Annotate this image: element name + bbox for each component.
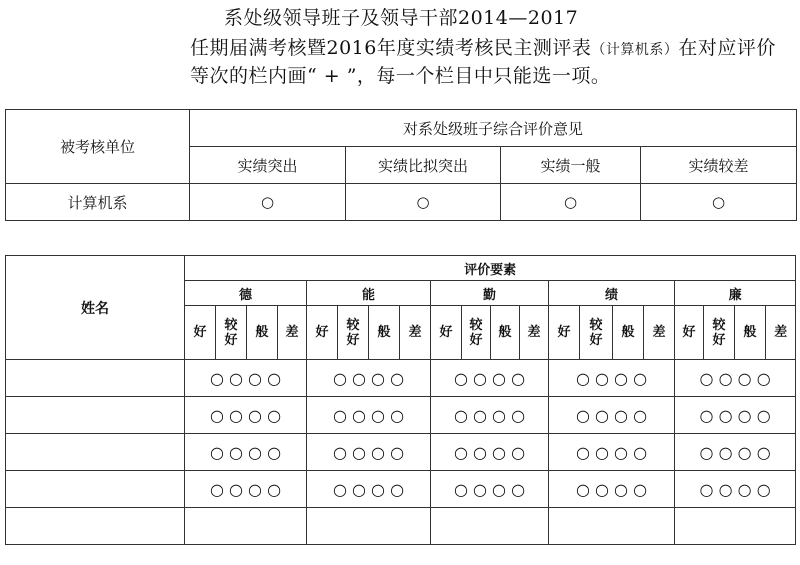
grade-header-de-poor: 差 xyxy=(278,306,307,360)
grade-header-ji-fairly-good: 较 好 xyxy=(580,306,613,360)
grade-header-ji-poor: 差 xyxy=(644,306,675,360)
grade-header-de-fairly-good: 较 好 xyxy=(216,306,247,360)
marks-neng[interactable]: ○ ○ ○ ○ xyxy=(332,442,405,462)
grade-header-neng-good: 好 xyxy=(307,306,338,360)
form-title-main: 任期届满考核暨2016年度实绩考核民主测评表 xyxy=(190,37,592,59)
name-header: 姓名 xyxy=(6,256,185,360)
mark-group-cell[interactable] xyxy=(549,508,675,545)
unit-header: 被考核单位 xyxy=(6,110,190,184)
marks-ji[interactable]: ○ ○ ○ ○ xyxy=(575,368,648,388)
element-header-lian: 廉 xyxy=(675,281,796,306)
grade-header-lian-poor: 差 xyxy=(766,306,796,360)
marks-qin[interactable]: ○ ○ ○ ○ xyxy=(453,479,526,499)
grade-header-poor: 实绩较差 xyxy=(641,147,797,184)
mark-group-cell[interactable] xyxy=(675,397,796,434)
mark-cell-average[interactable]: ○ xyxy=(501,184,641,221)
mark-group-cell[interactable] xyxy=(185,471,307,508)
marks-lian[interactable]: ○ ○ ○ ○ xyxy=(699,368,771,388)
mark-group-cell[interactable] xyxy=(431,360,549,397)
mark-cell-fairly-outstanding[interactable]: ○ xyxy=(346,184,501,221)
mark-group-cell[interactable] xyxy=(675,471,796,508)
unit-name-cell: 计算机系 xyxy=(6,184,190,221)
marks-ji[interactable]: ○ ○ ○ ○ xyxy=(575,405,648,425)
marks-qin[interactable]: ○ ○ ○ ○ xyxy=(453,442,526,462)
mark-group-cell[interactable] xyxy=(549,434,675,471)
mark-group-cell[interactable] xyxy=(307,434,431,471)
mark-group-cell[interactable] xyxy=(431,397,549,434)
opinion-header: 对系处级班子综合评价意见 xyxy=(190,110,797,147)
grade-header-ji-good: 好 xyxy=(549,306,580,360)
mark-group-cell[interactable] xyxy=(185,434,307,471)
marks-neng[interactable]: ○ ○ ○ ○ xyxy=(332,479,405,499)
mark-cell-outstanding[interactable]: ○ xyxy=(190,184,346,221)
unit-evaluation-table xyxy=(5,109,797,221)
grade-header-lian-fairly-good: 较 好 xyxy=(704,306,735,360)
grade-header-lian-average: 般 xyxy=(735,306,766,360)
marks-de[interactable]: ○ ○ ○ ○ xyxy=(209,479,282,499)
grade-header-de-average: 般 xyxy=(247,306,278,360)
form-title-tail: 在对应评价 xyxy=(678,37,776,59)
marks-neng[interactable]: ○ ○ ○ ○ xyxy=(332,405,405,425)
marks-de[interactable]: ○ ○ ○ ○ xyxy=(209,405,282,425)
grade-header-ji-average: 般 xyxy=(613,306,644,360)
grade-header-lian-good: 好 xyxy=(675,306,704,360)
mark-group-cell[interactable] xyxy=(185,397,307,434)
form-title-dept: （计算机系） xyxy=(591,42,679,58)
mark-group-cell[interactable] xyxy=(431,434,549,471)
marks-qin[interactable]: ○ ○ ○ ○ xyxy=(453,368,526,388)
marks-lian[interactable]: ○ ○ ○ ○ xyxy=(699,479,771,499)
mark-cell-poor[interactable]: ○ xyxy=(641,184,797,221)
element-header-de: 德 xyxy=(185,281,307,306)
marks-ji[interactable]: ○ ○ ○ ○ xyxy=(575,442,648,462)
person-row xyxy=(6,471,796,508)
grade-header-qin-poor: 差 xyxy=(520,306,549,360)
element-header-ji: 绩 xyxy=(549,281,675,306)
mark-group-cell[interactable] xyxy=(431,471,549,508)
mark-group-cell[interactable] xyxy=(431,508,549,545)
person-name-cell[interactable] xyxy=(6,434,185,471)
mark-group-cell[interactable] xyxy=(307,360,431,397)
person-name-cell[interactable] xyxy=(6,397,185,434)
form-instructions: 等次的栏内画“ + ”，每一个栏目中只能选一项。 xyxy=(190,65,611,87)
element-header-neng: 能 xyxy=(307,281,431,306)
form-title-line2 xyxy=(190,36,776,62)
person-row xyxy=(6,397,796,434)
person-name-cell[interactable] xyxy=(6,508,185,545)
marks-neng[interactable]: ○ ○ ○ ○ xyxy=(332,368,405,388)
mark-group-cell[interactable] xyxy=(675,508,796,545)
person-evaluation-table xyxy=(5,255,796,545)
marks-qin[interactable]: ○ ○ ○ ○ xyxy=(453,405,526,425)
mark-group-cell[interactable] xyxy=(185,360,307,397)
element-header-qin: 勤 xyxy=(431,281,549,306)
grade-header-de-good: 好 xyxy=(185,306,216,360)
form-title-line1: 系处级领导班子及领导干部2014—2017 xyxy=(224,7,579,29)
mark-group-cell[interactable] xyxy=(307,471,431,508)
person-name-cell[interactable] xyxy=(6,360,185,397)
grade-header-fairly-outstanding: 实绩比拟突出 xyxy=(346,147,501,184)
grade-header-neng-average: 般 xyxy=(369,306,400,360)
mark-group-cell[interactable] xyxy=(549,471,675,508)
marks-de[interactable]: ○ ○ ○ ○ xyxy=(209,442,282,462)
elements-header: 评价要素 xyxy=(185,256,796,281)
mark-group-cell[interactable] xyxy=(307,508,431,545)
person-name-cell[interactable] xyxy=(6,471,185,508)
mark-group-cell[interactable] xyxy=(307,397,431,434)
mark-group-cell[interactable] xyxy=(549,360,675,397)
grade-header-average: 实绩一般 xyxy=(501,147,641,184)
grade-header-outstanding: 实绩突出 xyxy=(190,147,346,184)
grade-header-qin-good: 好 xyxy=(431,306,462,360)
marks-de[interactable]: ○ ○ ○ ○ xyxy=(209,368,282,388)
mark-group-cell[interactable] xyxy=(675,434,796,471)
person-row xyxy=(6,360,796,397)
mark-group-cell[interactable] xyxy=(675,360,796,397)
marks-ji[interactable]: ○ ○ ○ ○ xyxy=(575,479,648,499)
person-row xyxy=(6,434,796,471)
person-row xyxy=(6,508,796,545)
mark-group-cell[interactable] xyxy=(549,397,675,434)
marks-lian[interactable]: ○ ○ ○ ○ xyxy=(699,405,771,425)
grade-header-neng-fairly-good: 较 好 xyxy=(338,306,369,360)
mark-group-cell[interactable] xyxy=(185,508,307,545)
marks-lian[interactable]: ○ ○ ○ ○ xyxy=(699,442,771,462)
grade-header-qin-fairly-good: 较 好 xyxy=(462,306,491,360)
grade-header-neng-poor: 差 xyxy=(400,306,431,360)
grade-header-qin-average: 般 xyxy=(491,306,520,360)
